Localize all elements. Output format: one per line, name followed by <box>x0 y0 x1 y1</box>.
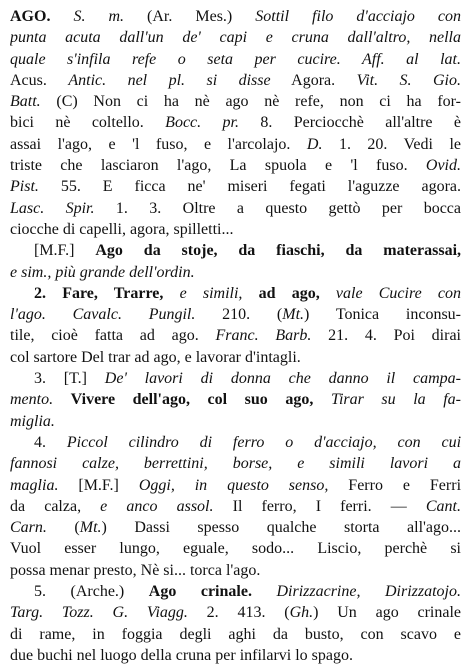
italic-text: Lasc. Spir. <box>10 199 95 217</box>
text-segment: bici nè coltello. <box>10 114 166 132</box>
italic-text: Franc. Barb. <box>215 327 312 345</box>
italic-text: fannosi calze, berrettini, borse, e simili lavori a <box>10 455 461 473</box>
text-line <box>10 347 461 368</box>
italic-text: Dirizzacrine, Dirizzatojo. <box>276 583 461 601</box>
text-segment: Agora. <box>270 71 357 89</box>
text-line <box>10 240 461 261</box>
italic-text: l'ago. Cavalc. Pungil. <box>10 306 196 324</box>
italic-text: Pist. <box>10 178 39 196</box>
dictionary-entry-ago <box>10 6 461 666</box>
italic-text: Ovid. <box>425 157 461 175</box>
text-segment: 21. 4. Poi dirai <box>311 327 461 345</box>
text-line <box>10 219 461 240</box>
text-line <box>10 198 461 219</box>
italic-text: S. m. <box>73 8 125 25</box>
italic-text: De' lavori di donna che danno il campa- <box>104 370 461 388</box>
italic-text: Cant. <box>425 497 461 515</box>
text-segment: assai l'ago, e 'l fuso, e l'arcolajo. <box>10 135 307 153</box>
text-line <box>10 624 461 645</box>
italic-text: Oggi, in questo senso, <box>138 476 329 494</box>
italic-text: Piccol cilindro di ferro o d'acciajo, con cui <box>66 433 461 451</box>
text-segment: triste che lasciaron l'ago, La spuola e 'l fuso. <box>10 157 426 175</box>
text-segment: da calza, <box>10 497 101 515</box>
text-segment: Il ferro, I ferri. — <box>213 497 426 515</box>
bold-term: Ago da stoje, da fiaschi, da materassai, <box>95 242 461 260</box>
italic-text: e simili, <box>179 284 259 302</box>
italic-text: Sottil filo d'acciajo con <box>255 8 461 25</box>
text-segment: ) Tonica inconsu- <box>304 306 461 324</box>
text-line <box>10 475 461 496</box>
text-line <box>10 517 461 538</box>
text-segment: ) Dassi spesso qualche storta all'ago... <box>101 519 461 537</box>
text-segment: due buchi nel luogo della cruna per infilarvi lo spago. <box>10 646 354 664</box>
text-segment: 4. <box>34 433 67 451</box>
text-segment: 8. Perciocchè all'altre è <box>238 114 461 132</box>
italic-text: D. <box>306 135 323 153</box>
text-line <box>10 304 461 325</box>
text-segment: possa menar presto, Nè si... torca l'ago. <box>10 561 261 579</box>
italic-text: Mt. <box>79 519 102 537</box>
text-segment: 3. [T.] <box>34 370 105 388</box>
text-line <box>10 112 461 133</box>
italic-text: Tirar su la fa- <box>330 391 461 409</box>
text-segment: 1. 20. Vedi le <box>322 135 461 153</box>
text-segment: 2. 413. ( <box>187 604 290 622</box>
italic-text: Gh. <box>289 604 314 622</box>
italic-text: Antic. nel pl. si disse <box>68 71 271 89</box>
text-line <box>10 262 461 283</box>
text-line <box>10 389 461 410</box>
text-segment: col sartore Del trar ad ago, e lavorar d'intagli. <box>10 348 301 366</box>
italic-text: Targ. Tozz. G. Viagg. <box>10 604 188 622</box>
text-line <box>10 581 461 602</box>
text-segment: ciocche di capelli, agora, spilletti... <box>10 220 234 238</box>
text-segment: Ferro e Ferri <box>328 476 461 494</box>
text-segment: (Ar. Mes.) <box>124 8 256 25</box>
text-line <box>10 538 461 559</box>
text-line <box>10 432 461 453</box>
text-segment: 210. ( <box>195 306 283 324</box>
text-line <box>10 560 461 581</box>
bold-term: Vivere dell'ago, col suo ago, <box>70 391 331 409</box>
bold-term: AGO. <box>10 8 51 25</box>
text-line <box>10 27 461 48</box>
text-line <box>10 283 461 304</box>
text-segment: ( <box>46 519 80 537</box>
text-segment: ) Un ago crinale <box>313 604 461 622</box>
text-segment: 1. 3. Oltre a questo gettò per bocca <box>94 199 461 217</box>
text-line <box>10 453 461 474</box>
italic-text: e sim., più grande dell'ordin. <box>10 263 195 281</box>
italic-text: miglia. <box>10 412 55 430</box>
bold-term: ad ago, <box>258 284 336 302</box>
text-segment: Acus. <box>10 71 69 89</box>
text-line <box>10 368 461 389</box>
text-line <box>10 325 461 346</box>
text-line <box>10 134 461 155</box>
text-segment: tile, cioè fatta ad ago. <box>10 327 216 345</box>
italic-text: Vit. S. Gio. <box>356 71 461 89</box>
italic-text: Mt. <box>282 306 305 324</box>
italic-text: e anco assol. <box>100 497 214 515</box>
italic-text: mento. <box>10 391 71 409</box>
text-segment: 5. (Arche.) <box>34 583 149 601</box>
text-line <box>10 176 461 197</box>
text-line <box>10 6 461 27</box>
text-segment: (C) Non ci ha nè ago nè refe, non ci ha for- <box>40 93 461 111</box>
text-line <box>10 496 461 517</box>
text-line <box>10 70 461 91</box>
text-line <box>10 411 461 432</box>
italic-text: Batt. <box>10 93 41 111</box>
italic-text: maglia. <box>10 476 59 494</box>
text-segment: di rame, in foggia degli aghi da busto, con scavo e <box>10 625 461 643</box>
italic-text: punta acuta dall'un de' capi e cruna dall'altro, nella <box>10 29 461 47</box>
text-line <box>10 91 461 112</box>
italic-text: Bocc. pr. <box>165 114 239 132</box>
text-line <box>10 49 461 70</box>
text-segment: Vuol esser lungo, eguale, sodo... Liscio, perchè si <box>10 540 461 558</box>
text-line <box>10 602 461 623</box>
text-line <box>10 155 461 176</box>
bold-term: 2. Fare, Trarre, <box>34 284 180 302</box>
text-segment: [M.F.] <box>34 242 96 260</box>
text-segment: 55. E ficca ne' miseri fegati l'aguzze agora. <box>38 178 461 196</box>
italic-text: Carn. <box>10 519 47 537</box>
text-segment: [M.F.] <box>58 476 139 494</box>
text-line <box>10 645 461 666</box>
italic-text: quale s'infila refe o seta per cucire. Aff. al lat. <box>10 50 461 68</box>
text-segment <box>50 8 73 25</box>
italic-text: vale Cucire con <box>335 284 461 302</box>
bold-term: Ago crinale. <box>148 583 277 601</box>
